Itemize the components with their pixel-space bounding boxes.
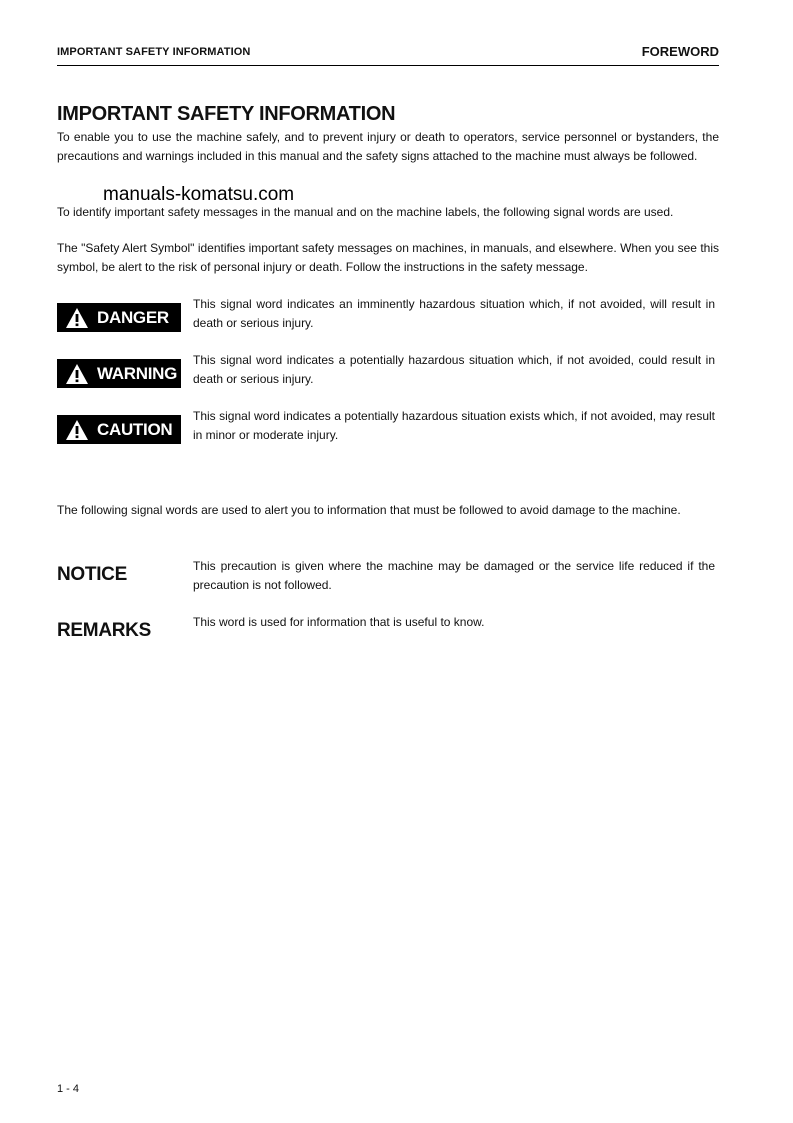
safety-alert-icon xyxy=(65,363,89,385)
damage-paragraph: The following signal words are used to alert you to information that must be followed to avoid damage to the machine. xyxy=(57,503,681,517)
page-number: 1 - 4 xyxy=(57,1083,80,1095)
header-section-left: IMPORTANT SAFETY INFORMATION xyxy=(57,46,251,58)
remarks-description: This word is used for information that is useful to know. xyxy=(193,615,485,629)
watermark: manuals-komatsu.com xyxy=(103,184,295,205)
page-title: IMPORTANT SAFETY INFORMATION xyxy=(57,103,396,125)
warning-description: This signal word indicates a potentially hazardous situation which, if not avoided, could result in death or serious injury. xyxy=(193,353,715,386)
header-section-right: FOREWORD xyxy=(641,44,719,59)
notice-word: NOTICE xyxy=(57,564,127,585)
caution-label-text: CAUTION xyxy=(97,419,173,439)
remarks-word: REMARKS xyxy=(57,620,151,641)
warning-label-text: WARNING xyxy=(97,363,178,383)
alert-symbol-paragraph: The "Safety Alert Symbol" identifies important safety messages on machines, in manuals, and elsewhere. When you see this symbol, be alert to the risk of personal injury or death. Follow the instructions in the safety message. xyxy=(57,241,719,274)
danger-description: This signal word indicates an imminently hazardous situation which, if not avoided, will result in death or serious injury. xyxy=(193,297,715,330)
safety-alert-icon xyxy=(65,419,89,441)
signal-words-paragraph: To identify important safety messages in the manual and on the machine labels, the following signal words are used. xyxy=(57,205,674,219)
intro-paragraph: To enable you to use the machine safely, and to prevent injury or death to operators, service personnel or bystanders, the precautions and warnings included in this manual and the safety signs attached to the machine must always be followed. xyxy=(57,130,719,163)
danger-label-text: DANGER xyxy=(97,307,169,327)
caution-label xyxy=(57,415,181,444)
notice-description: This precaution is given where the machine may be damaged or the service life reduced if the precaution is not followed. xyxy=(193,559,715,592)
danger-label xyxy=(57,303,181,332)
header-rule xyxy=(57,65,719,66)
caution-description: This signal word indicates a potentially hazardous situation exists which, if not avoided, may result in minor or moderate injury. xyxy=(193,409,715,442)
safety-alert-icon xyxy=(65,307,89,329)
warning-label xyxy=(57,359,181,388)
